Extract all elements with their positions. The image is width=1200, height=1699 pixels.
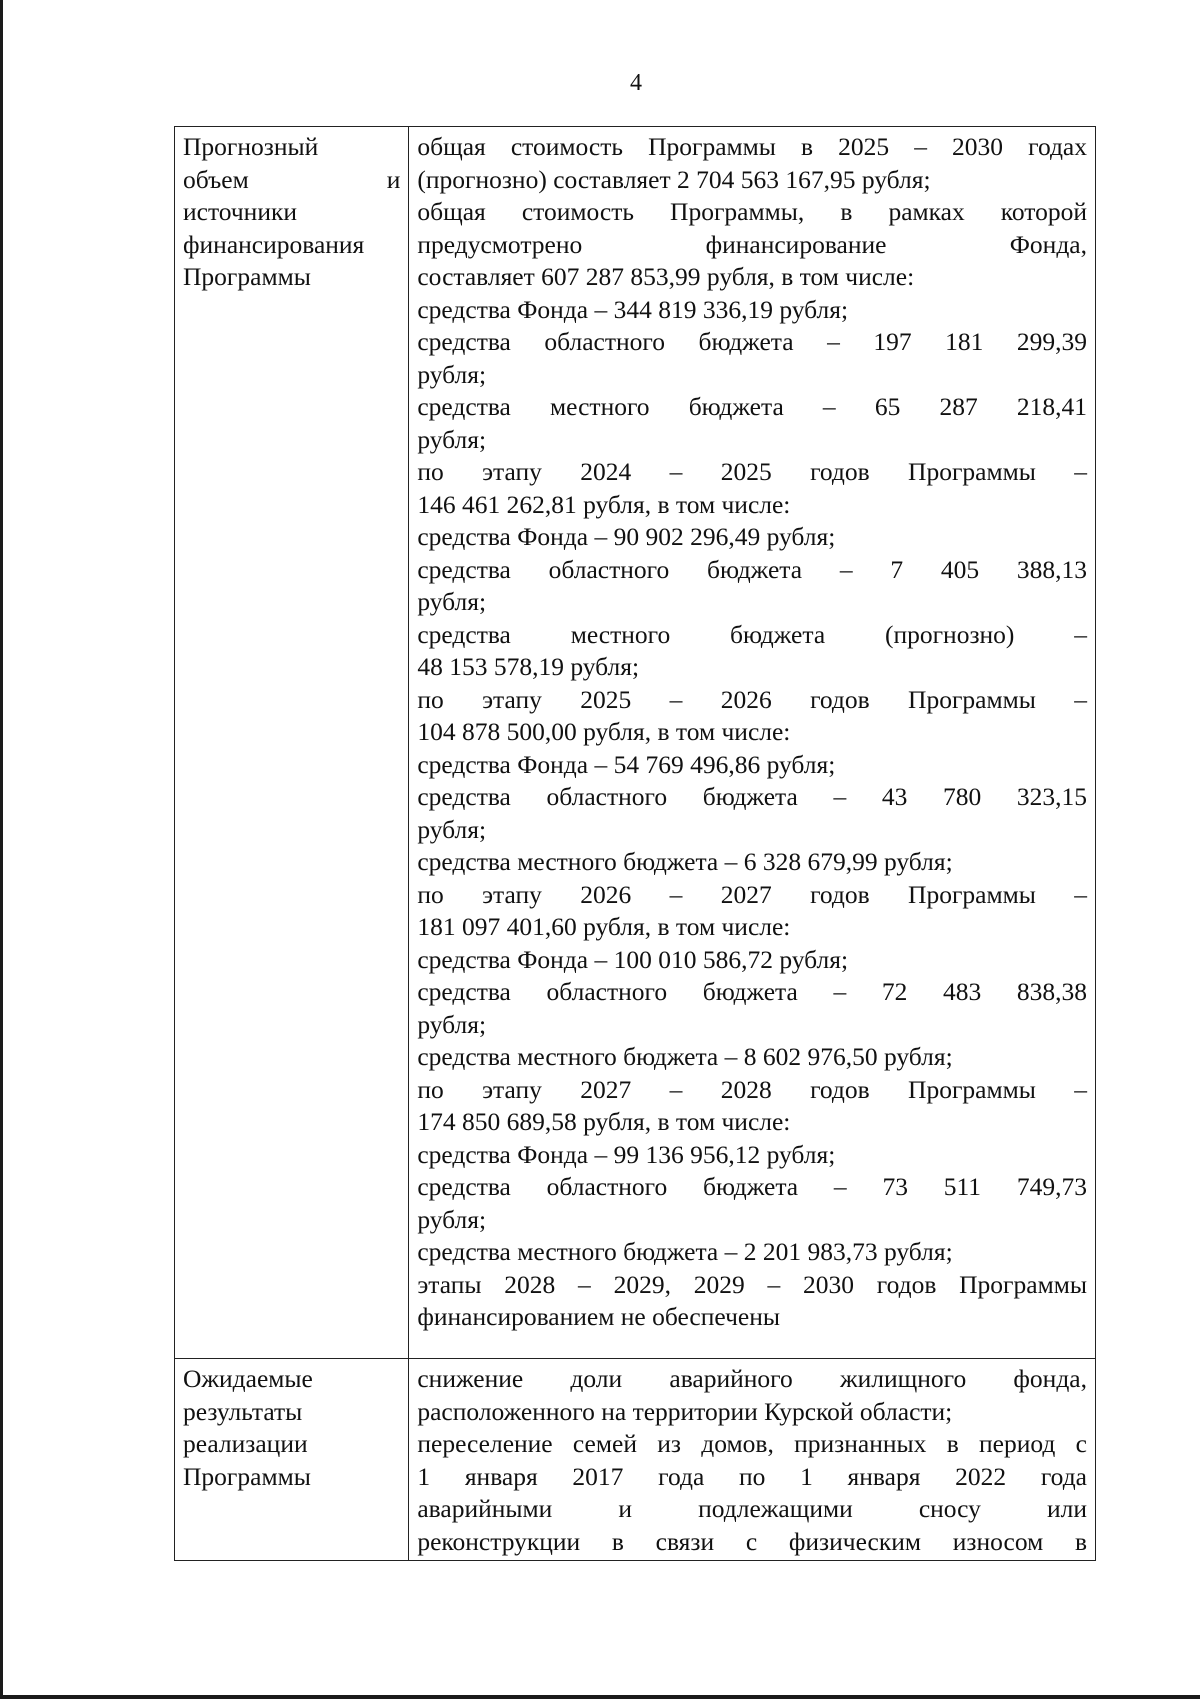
content-line: аварийными и подлежащими сносу или: [417, 1494, 1087, 1523]
row-content-financing: [409, 127, 1096, 1359]
content-line: средства областного бюджета – 197 181 299,39: [417, 327, 1087, 356]
content-line: средства областного бюджета – 7 405 388,13: [417, 554, 1087, 584]
content-line: общая стоимость Программы в 2025 – 2030 годах: [417, 132, 1087, 161]
scan-bottom-edge: [0, 1695, 1200, 1699]
content-line: средства Фонда – 100 010 586,72 рубля;: [417, 944, 849, 974]
table-row-results: [175, 1359, 1096, 1561]
content-line: по этапу 2025 – 2026 годов Программы –: [417, 684, 1087, 714]
row-label-financing: [175, 127, 409, 1359]
label-line: Программы: [183, 1461, 311, 1491]
content-line: 174 850 689,58 рубля, в том числе:: [417, 1107, 791, 1136]
label-line: Ожидаемые: [183, 1364, 313, 1393]
content-line: рубля;: [417, 424, 487, 454]
content-line: средства местного бюджета – 2 201 983,73 рубля;: [417, 1237, 953, 1266]
content-line: средства Фонда – 99 136 956,12 рубля;: [417, 1139, 836, 1169]
table-row-financing: [175, 127, 1096, 1359]
content-line: средства местного бюджета – 6 328 679,99 рубля;: [417, 847, 953, 876]
content-line: 104 878 500,00 рубля, в том числе:: [417, 717, 791, 746]
label-line: источники: [183, 197, 298, 226]
content-line: 181 097 401,60 рубля, в том числе:: [417, 912, 791, 941]
content-line: средства областного бюджета – 43 780 323,15: [417, 782, 1087, 811]
content-line: составляет 607 287 853,99 рубля, в том числе:: [417, 262, 915, 291]
content-line: по этапу 2024 – 2025 годов Программы –: [417, 457, 1087, 486]
content-line: средства Фонда – 344 819 336,19 рубля;: [417, 294, 849, 324]
content-line: средства областного бюджета – 72 483 838,38: [417, 977, 1087, 1006]
label-line: Прогнозный: [183, 132, 319, 161]
content-line: общая стоимость Программы, в рамках которой: [417, 197, 1087, 226]
content-line: (прогнозно) составляет 2 704 563 167,95 рубля;: [417, 164, 931, 194]
row-content-results: [409, 1359, 1096, 1561]
row-label-results: [175, 1359, 409, 1561]
passport-table: [174, 126, 1096, 1561]
content-line: средства местного бюджета – 65 287 218,41: [417, 392, 1087, 421]
content-line: предусмотрено финансирование Фонда,: [417, 229, 1087, 259]
content-line: рубля;: [417, 1204, 487, 1234]
content-line: средства Фонда – 90 902 296,49 рубля;: [417, 522, 836, 551]
content-line: рубля;: [417, 587, 487, 616]
label-line: объем и: [183, 164, 401, 194]
label-line: финансирования: [183, 229, 365, 259]
label-line: реализации: [183, 1429, 308, 1458]
content-line: рубля;: [417, 814, 487, 844]
content-line: рубля;: [417, 359, 487, 389]
content-line: реконструкции в связи с физическим износом в: [417, 1526, 1087, 1556]
content-line: по этапу 2027 – 2028 годов Программы –: [417, 1074, 1087, 1104]
content-line: переселение семей из домов, признанных в период с: [417, 1429, 1087, 1458]
page-number-text: 4: [630, 70, 642, 96]
content-line: средства местного бюджета – 8 602 976,50 рубля;: [417, 1042, 953, 1071]
scan-left-edge: [0, 0, 3, 1699]
content-line: средства Фонда – 54 769 496,86 рубля;: [417, 749, 836, 779]
content-line: средства местного бюджета (прогнозно) –: [417, 619, 1087, 649]
content-line: финансированием не обеспечены: [417, 1302, 780, 1331]
content-line: рубля;: [417, 1009, 487, 1039]
page-number: [0, 70, 1200, 97]
content-line: 1 января 2017 года по 1 января 2022 года: [417, 1461, 1087, 1491]
content-line: расположенного на территории Курской области;: [417, 1396, 953, 1426]
content-line: 146 461 262,81 рубля, в том числе:: [417, 489, 791, 519]
content-line: снижение доли аварийного жилищного фонда,: [417, 1364, 1087, 1393]
label-line: Программы: [183, 262, 311, 291]
content-line: 48 153 578,19 рубля;: [417, 652, 640, 681]
content-line: средства областного бюджета – 73 511 749,73: [417, 1172, 1087, 1201]
label-line: результаты: [183, 1396, 303, 1426]
content-line: этапы 2028 – 2029, 2029 – 2030 годов Программы: [417, 1269, 1087, 1299]
content-line: по этапу 2026 – 2027 годов Программы –: [417, 879, 1087, 909]
